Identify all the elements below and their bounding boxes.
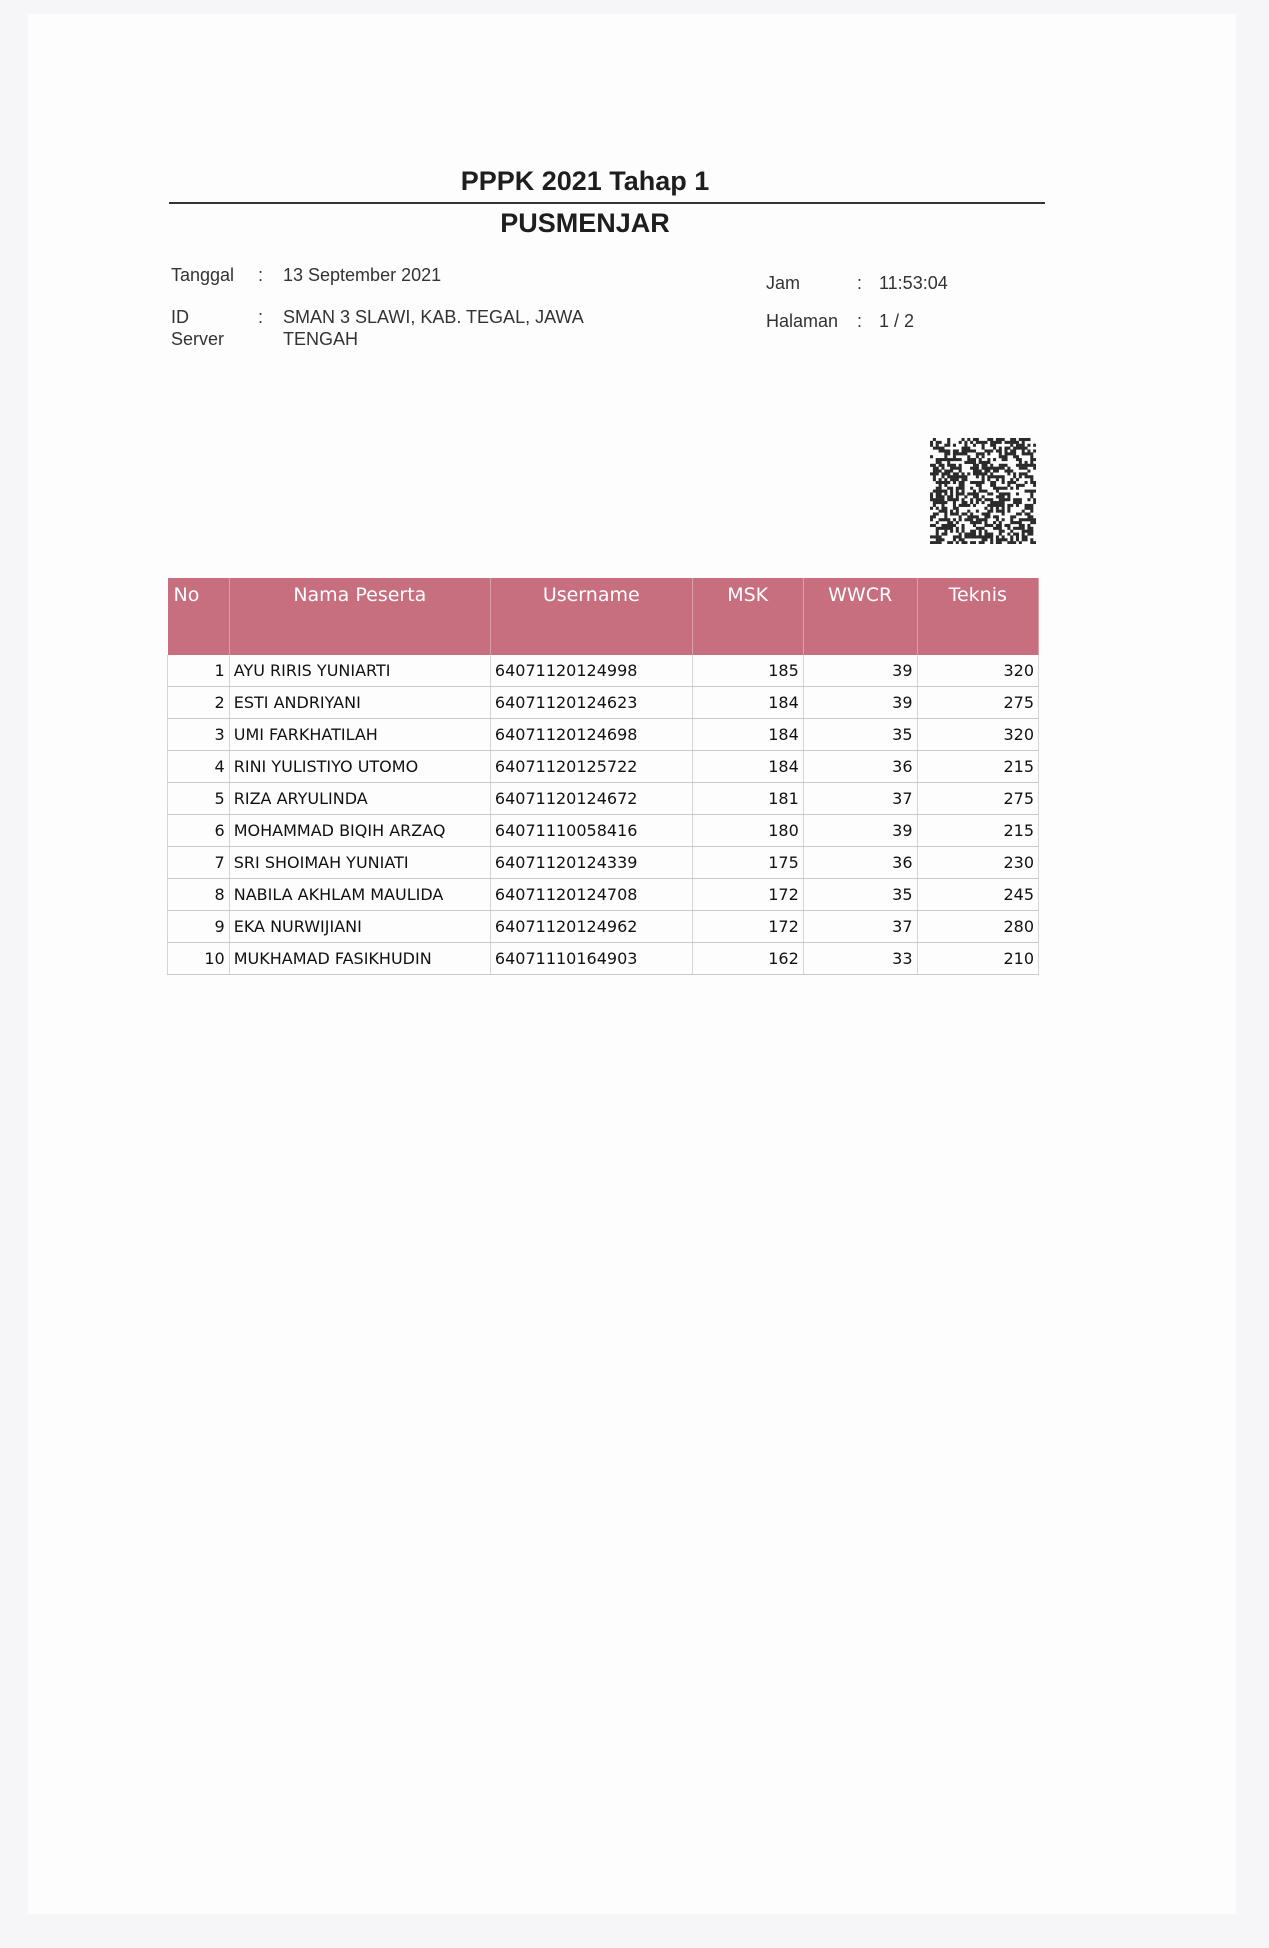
cell-msk: 172: [692, 911, 803, 943]
column-header-nama: Nama Peserta: [229, 578, 490, 655]
cell-nama: EKA NURWIJIANI: [229, 911, 490, 943]
cell-teknis: 245: [917, 879, 1038, 911]
cell-teknis: 215: [917, 751, 1038, 783]
halaman-label: Halaman: [766, 311, 839, 331]
cell-no: 5: [168, 783, 230, 815]
table-row: [168, 655, 1039, 687]
cell-nama: MOHAMMAD BIQIH ARZAQ: [229, 815, 490, 847]
cell-msk: 184: [692, 687, 803, 719]
jam-value: 11:53:04: [879, 273, 948, 293]
cell-no: 7: [168, 847, 230, 879]
cell-username: 64071120124672: [490, 783, 692, 815]
qr-code-icon: [930, 438, 1036, 544]
cell-msk: 162: [692, 943, 803, 975]
cell-nama: NABILA AKHLAM MAULIDA: [229, 879, 490, 911]
cell-no: 1: [168, 655, 230, 687]
id-label-line1: ID: [171, 307, 189, 327]
column-header-wwcr: WWCR: [803, 578, 917, 655]
cell-nama: RINI YULISTIYO UTOMO: [229, 751, 490, 783]
tanggal-separator: :: [258, 265, 264, 285]
cell-teknis: 275: [917, 783, 1038, 815]
cell-msk: 184: [692, 719, 803, 751]
cell-no: 2: [168, 687, 230, 719]
cell-no: 8: [168, 879, 230, 911]
cell-nama: UMI FARKHATILAH: [229, 719, 490, 751]
cell-teknis: 230: [917, 847, 1038, 879]
cell-teknis: 275: [917, 687, 1038, 719]
table-row: [168, 687, 1039, 719]
results-table: [167, 578, 1039, 975]
cell-msk: 181: [692, 783, 803, 815]
id-label-line2: Server: [171, 329, 225, 349]
cell-username: 64071120124998: [490, 655, 692, 687]
cell-username: 64071120124708: [490, 879, 692, 911]
cell-no: 6: [168, 815, 230, 847]
column-header-username: Username: [490, 578, 692, 655]
cell-wwcr: 37: [803, 911, 917, 943]
cell-username: 64071120125722: [490, 751, 692, 783]
cell-nama: ESTI ANDRIYANI: [229, 687, 490, 719]
id-value-line2: TENGAH: [283, 329, 359, 349]
cell-wwcr: 39: [803, 687, 917, 719]
column-header-teknis: Teknis: [917, 578, 1038, 655]
cell-username: 64071120124698: [490, 719, 692, 751]
cell-username: 64071120124962: [490, 911, 692, 943]
cell-msk: 180: [692, 815, 803, 847]
cell-nama: SRI SHOIMAH YUNIATI: [229, 847, 490, 879]
table-row: [168, 879, 1039, 911]
jam-label: Jam: [766, 273, 801, 293]
cell-nama: AYU RIRIS YUNIARTI: [229, 655, 490, 687]
table-row: [168, 943, 1039, 975]
halaman-separator: :: [857, 311, 863, 331]
title-divider: [169, 202, 1045, 204]
cell-wwcr: 37: [803, 783, 917, 815]
cell-no: 3: [168, 719, 230, 751]
cell-wwcr: 36: [803, 751, 917, 783]
cell-msk: 185: [692, 655, 803, 687]
tanggal-label: Tanggal: [171, 265, 235, 285]
cell-teknis: 320: [917, 655, 1038, 687]
cell-wwcr: 39: [803, 655, 917, 687]
column-header-no: No: [168, 578, 230, 655]
table-row: [168, 719, 1039, 751]
cell-username: 64071110164903: [490, 943, 692, 975]
cell-username: 64071120124339: [490, 847, 692, 879]
cell-wwcr: 35: [803, 879, 917, 911]
cell-wwcr: 33: [803, 943, 917, 975]
cell-teknis: 320: [917, 719, 1038, 751]
cell-no: 10: [168, 943, 230, 975]
table-row: [168, 815, 1039, 847]
cell-username: 64071120124623: [490, 687, 692, 719]
cell-teknis: 215: [917, 815, 1038, 847]
halaman-value: 1 / 2: [879, 311, 915, 331]
table-row: [168, 911, 1039, 943]
cell-teknis: 210: [917, 943, 1038, 975]
id-value-line1: SMAN 3 SLAWI, KAB. TEGAL, JAWA: [283, 307, 584, 327]
cell-teknis: 280: [917, 911, 1038, 943]
jam-separator: :: [857, 273, 863, 293]
cell-nama: RIZA ARYULINDA: [229, 783, 490, 815]
cell-msk: 184: [692, 751, 803, 783]
table-row: [168, 783, 1039, 815]
cell-msk: 175: [692, 847, 803, 879]
cell-wwcr: 39: [803, 815, 917, 847]
table-row: [168, 847, 1039, 879]
cell-no: 4: [168, 751, 230, 783]
cell-nama: MUKHAMAD FASIKHUDIN: [229, 943, 490, 975]
cell-username: 64071110058416: [490, 815, 692, 847]
cell-wwcr: 36: [803, 847, 917, 879]
cell-wwcr: 35: [803, 719, 917, 751]
tanggal-value: 13 September 2021: [283, 265, 442, 285]
cell-msk: 172: [692, 879, 803, 911]
column-header-msk: MSK: [692, 578, 803, 655]
id-separator: :: [258, 307, 264, 327]
cell-no: 9: [168, 911, 230, 943]
table-header-row: [168, 578, 1039, 655]
table-row: [168, 751, 1039, 783]
